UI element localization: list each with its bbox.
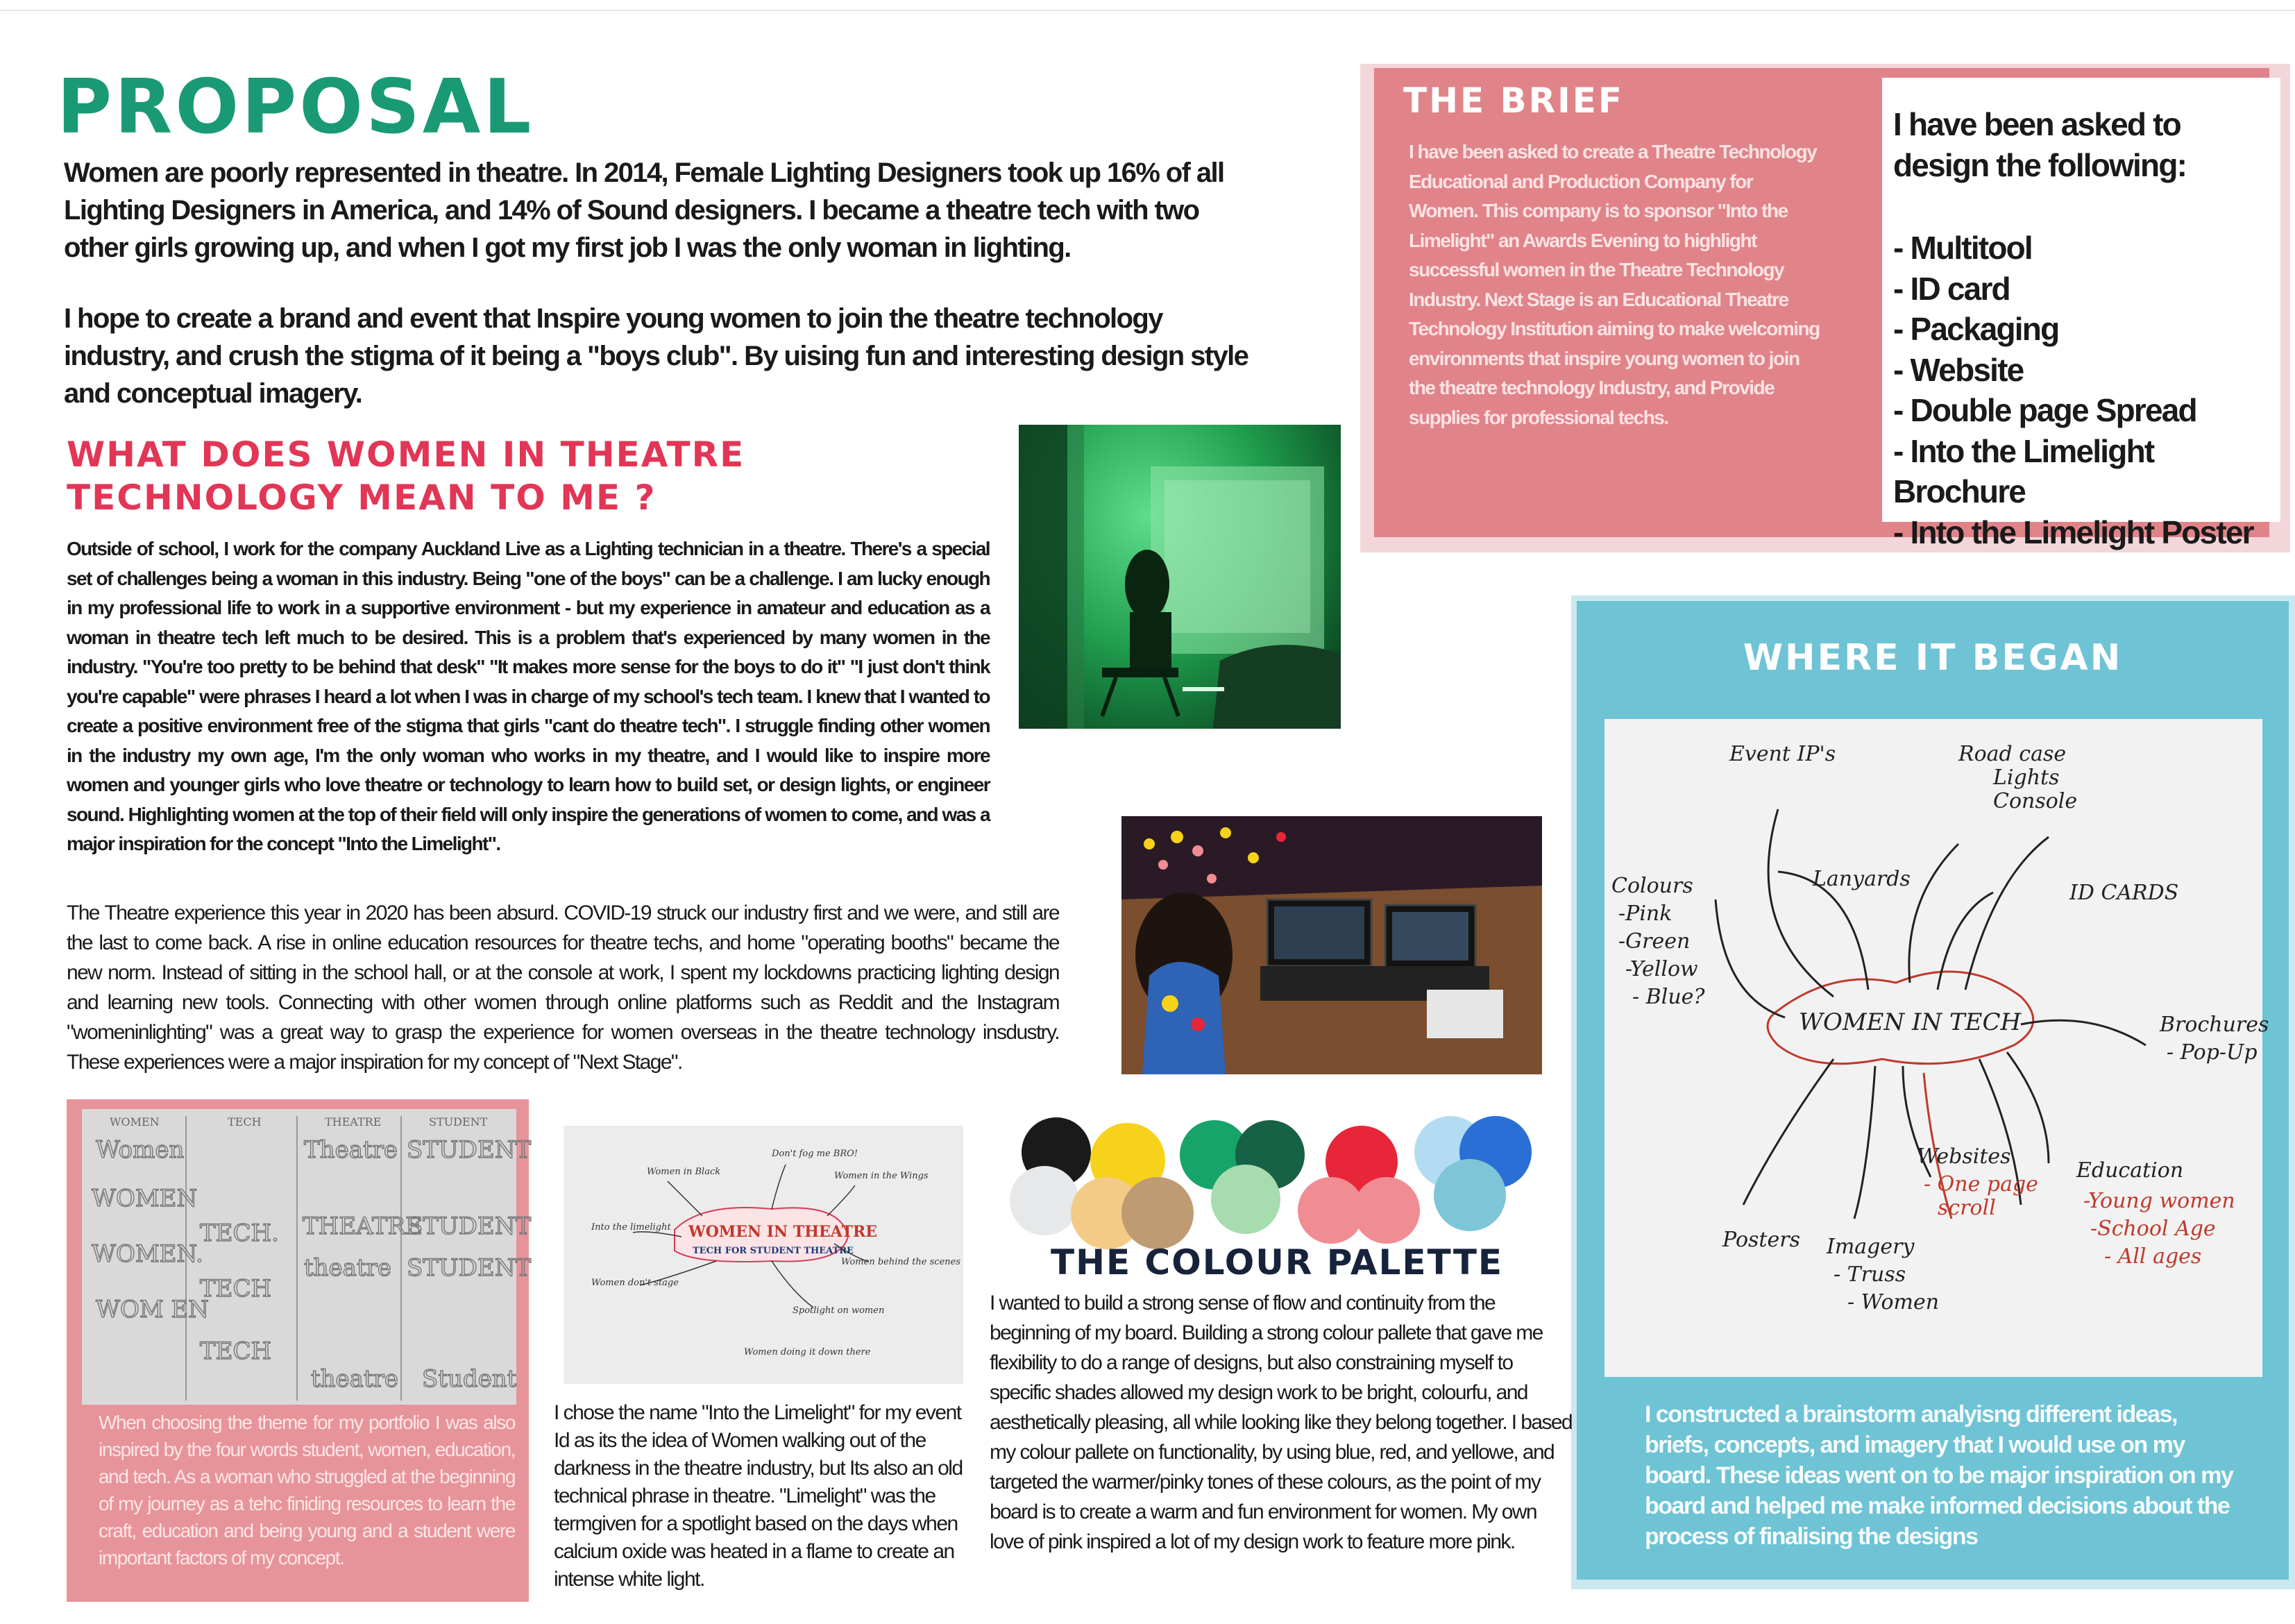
mindmap-education: Education (2076, 1158, 2184, 1183)
mindmap-lights: Lights (1993, 766, 2060, 790)
mindmap-yellow: -Yellow (1625, 957, 1698, 981)
sketch-word: WOMEN. (92, 1240, 203, 1268)
sketch-word: THEATRE (303, 1212, 423, 1240)
word-sketch-image (82, 1109, 532, 1405)
design-item: - Double page Spread (1893, 392, 2196, 428)
brief-text: I have been asked to create a Theatre Technology Educational and Production Company for Women. This company is to sponsor "Into the Limelight" an Awards Evening to highlight successful women in the Theatre Technology Industry. Next Stage is an Educational Theatre Technology Institution aiming to make welcoming environments that inspire young women to join the theatre technology Industry, and Provide supplies for professional techs. (1409, 141, 1820, 428)
sketch-word: WOM EN (96, 1296, 210, 1323)
mindmap-young-women: -Young women (2083, 1189, 2235, 1213)
palette-title: THE COLOUR PALETTE (1051, 1242, 1504, 1283)
mindmap-green: -Green (1618, 929, 1691, 954)
sketch-word: theatre (304, 1254, 391, 1282)
sketch-header: STUDENT (429, 1115, 488, 1128)
mindmap-scroll: scroll (1938, 1196, 1996, 1220)
began-text: I constructed a brainstorm analyisng different ideas, briefs, concepts, and imagery that I would use on my board. These ideas went on to be major inspiration on my board and helped me make informed decisions about the process of finalising the designs (1645, 1401, 2233, 1550)
design-item: - Multitool (1893, 230, 2032, 266)
swatch-sky (1434, 1159, 1506, 1231)
sketch-word: TECH (200, 1275, 272, 1303)
colour-swatches-drawing (1006, 1117, 1561, 1249)
meaning-paragraph: Outside of school, I work for the company Auckland Live as a Lighting technician in a theatre. There's a special set of challenges being a woman in this industry. Being "one of the boys" can be a challenge. I am lucky enough in my professional life to work in a supportive environment - but my experience in amateur and education as a woman in theatre tech left much to be desired. This is a problem that's experienced by many women in the industry. "You're too pretty to be behind that desk" "It makes more sense for the boys to do it" "I just don't think you're capable" were phrases I heard a lot when I was in charge of my school's tech team. I knew that I wanted to create a positive environment free of the stigma that girls "cant do theatre tech". I struggle finding other women in the industry my own age, I'm the only woman who works in my theatre, and I would like to inspire more women and younger girls who love theatre or technology to learn how to build set, or design lights, or engineer sound. Highlighting women at the top of their field will only inspire the generations of women to come, and was a major inspiration for the concept "Into the Limelight". (67, 538, 990, 854)
meaning-heading-line1: WHAT DOES WOMEN IN THEATRE (67, 434, 745, 475)
photo-green-room (1019, 425, 1341, 729)
intro-paragraph-2: I hope to create a brand and event that Inspire young women to join the theatre technology industry, and crush the stigma of it being a "boys club". By uising fun and interesting design style and conceptual imagery. (64, 303, 1248, 409)
sketch-word: Student (422, 1365, 517, 1393)
name-center-line2: TECH FOR STUDENT THEATRE (693, 1246, 854, 1256)
swatch-tan (1121, 1177, 1194, 1249)
mindmap-all-ages: - All ages (2104, 1244, 2202, 1269)
mindmap-school-age: -School Age (2090, 1217, 2216, 1241)
sketch-word: WOMEN (92, 1185, 198, 1212)
console-illustration (1121, 816, 1542, 1074)
sketch-word: STUDENT (407, 1136, 532, 1164)
word-sketch-drawing (82, 1109, 532, 1405)
swatch-light-grey (1010, 1166, 1079, 1235)
name-brainstorm-drawing (564, 1126, 963, 1384)
mindmap-truss: - Truss (1834, 1262, 1906, 1287)
page-title: PROPOSAL (57, 64, 534, 151)
mindmap-websites: Websites (1917, 1144, 2011, 1169)
mindmap-blue: - Blue? (1632, 985, 1705, 1009)
sketch-header: TECH (228, 1115, 262, 1128)
meaning-heading (67, 433, 761, 519)
name-explanation: I chose the name "Into the Limelight" for my event Id as its the idea of Women walking out of the darkness in the theatre industry, but Its also an old technical phrase in theatre. "Limelight" was the termgiven for a spotlight based on the days when calcium oxide was heated in a flame to create an intense white light. (554, 1401, 963, 1591)
mindmap-center: WOMEN IN TECH (1799, 1008, 2022, 1036)
name-note: Women don't stage (591, 1278, 679, 1288)
top-divider (0, 10, 2295, 11)
sketch-text: When choosing the theme for my portfolio I was also inspired by the four words student, women, education, and tech. As a woman who struggled at the beginning of my journey as a tehc finiding resources to learn the craft, education and being young and a student were important factors of my concept. (99, 1412, 515, 1568)
sketch-header: WOMEN (110, 1115, 160, 1128)
mindmap-id-cards: ID CARDS (2069, 881, 2179, 905)
mindmap-pink: -Pink (1618, 902, 1672, 926)
mindmap-lanyards: Lanyards (1813, 867, 1911, 891)
design-item: - Into the Limelight Brochure (1893, 432, 2154, 509)
intro-paragraph-1: Women are poorly represented in theatre. In 2014, Female Lighting Designers took up 16% of all Lighting Designers in America, and 14% of Sound designers. I became a theatre tech with two other girls growing up, and when I got my first job I was the only woman in lighting. (64, 158, 1224, 263)
photo-lighting-console (1121, 816, 1542, 1074)
colour-swatches (1006, 1117, 1561, 1249)
covid-paragraph: The Theatre experience this year in 2020 has been absurd. COVID-19 struck our industry first and we were, and still are the last to come back. A rise in online education resources for theatre techs, and home "operating booths" became the new norm. Instead of sitting in the school hall, or at the console at work, I spent my lockdowns practicing lighting design and learning new tools. Connecting with other women through online platforms such as Reddit and the Instagram "womeninlighting" was a great way to grasp the experience for women overseas in the theatre technology insdustry. These experiences were a major inspiration for my concept of "Next Stage". (67, 902, 1059, 1074)
brief-title: THE BRIEF (1403, 81, 1625, 121)
design-list (1893, 228, 2282, 552)
mindmap-colours: Colours (1611, 874, 1693, 898)
mindmap-popup: - Pop-Up (2167, 1040, 2258, 1065)
began-title: WHERE IT BEGAN (1743, 637, 2123, 679)
sketch-word: STUDENT (407, 1254, 532, 1282)
name-note: Don't fog me BRO! (772, 1149, 858, 1159)
mindmap-one-page: - One page (1924, 1172, 2038, 1196)
mindmap-posters: Posters (1722, 1228, 1800, 1252)
mindmap-event-ips: Event IP's (1729, 742, 1836, 766)
swatch-mint (1211, 1165, 1280, 1234)
mindmap-drawing (1604, 719, 2269, 1377)
green-room-illustration (1019, 425, 1341, 729)
sketch-header: THEATRE (325, 1115, 382, 1128)
mindmap-roadcase: Road case (1958, 742, 2067, 766)
sketch-word: STUDENT (407, 1212, 532, 1240)
design-item: - Website (1893, 351, 2024, 388)
design-item: - Packaging (1893, 311, 2059, 347)
design-item: - ID card (1893, 270, 2010, 307)
sketch-word: Theatre (304, 1136, 398, 1164)
name-note: Women behind the scenes (841, 1257, 961, 1267)
mindmap-women: - Women (1847, 1290, 1940, 1314)
sketch-word: TECH (200, 1337, 272, 1365)
meaning-heading-line2: TECHNOLOGY MEAN TO ME ? (67, 477, 657, 518)
name-brainstorm-image (564, 1126, 963, 1384)
design-item: - Into the Limelight Poster (1893, 514, 2253, 550)
mindmap-imagery: Imagery (1827, 1235, 1915, 1259)
name-note: Women in the Wings (834, 1171, 929, 1181)
mindmap-console: Console (1993, 789, 2078, 813)
sketch-word: TECH. (200, 1219, 279, 1247)
design-list-heading: I have been asked to design the following: (1893, 106, 2187, 183)
palette-text: I wanted to build a strong sense of flow and continuity from the beginning of my board. Building a strong colour pallete that gave me flexibility to do a range of designs, but also constraining myself to specific shades allowed my design work to be bright, colourfu, and aesthetically pleasing, all while looking like they belong together. I based my colour pallete on functionality, by using blue, red, and yellowe, and targeted the warmer/pinky tones of these colours, as the point of my board is to create a warm and fun environment for women. My own love of pink inspired a lot of my design work to feature more pink. (990, 1292, 1573, 1553)
name-note: Women in Black (647, 1167, 721, 1177)
sketch-word: theatre (311, 1365, 398, 1393)
swatch-pink (1353, 1177, 1420, 1244)
name-note: Into the limelight (591, 1222, 671, 1233)
name-center-line1: WOMEN IN THEATRE (688, 1223, 878, 1241)
brainstorm-mindmap (1604, 719, 2269, 1377)
sketch-word: Women (96, 1136, 185, 1164)
name-note: Women doing it down there (744, 1347, 871, 1357)
name-note: Spotlight on women (793, 1305, 885, 1316)
mindmap-brochures: Brochures (2160, 1013, 2269, 1037)
